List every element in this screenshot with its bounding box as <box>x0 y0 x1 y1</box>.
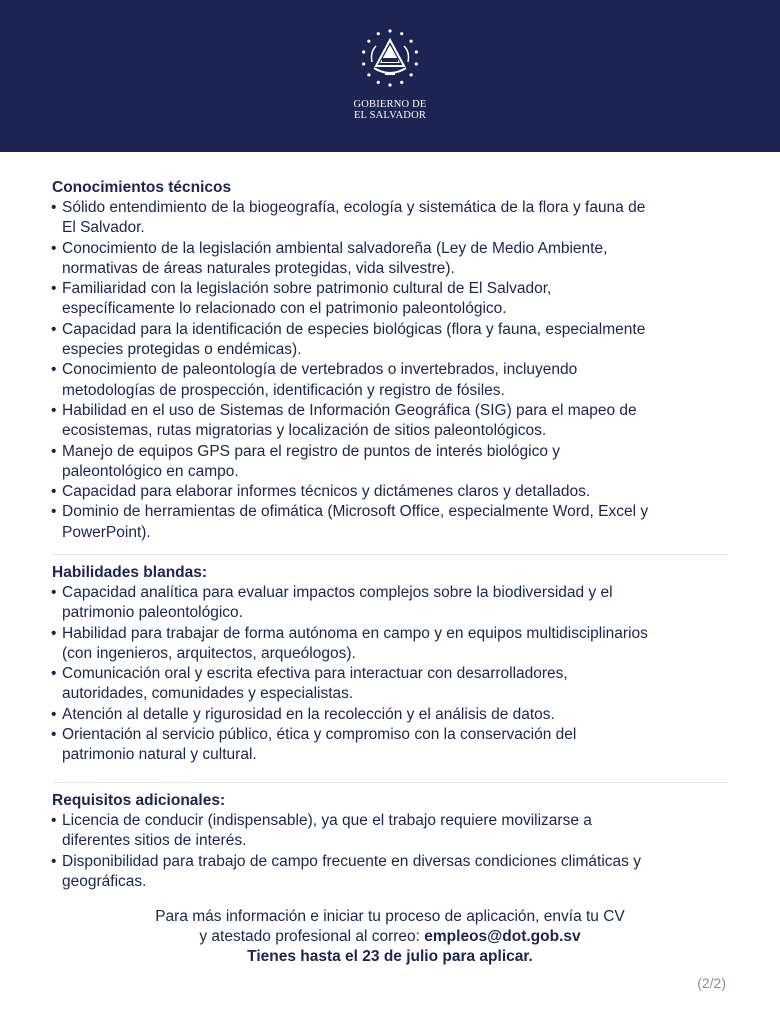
list-item <box>52 852 728 893</box>
deadline-text: Tienes hasta el 23 de julio para aplicar. <box>247 948 533 965</box>
list-item-line: Capacidad para la identificación de especies biológicas (flora y fauna, especialmente <box>62 320 646 338</box>
list-item-line: Habilidad para trabajar de forma autónoma en campo y en equipos multidisciplinarios <box>62 624 648 642</box>
list-item-line: Licencia de conducir (indispensable), ya que el trabajo requiere movilizarse a <box>62 812 592 829</box>
section-technical-knowledge <box>52 178 728 543</box>
section-title: Conocimientos técnicos <box>52 179 232 196</box>
list-item-line: autoridades, comunidades y especialistas. <box>62 685 354 703</box>
list-item-line: Atención al detalle y rigurosidad en la recolección y el análisis de datos. <box>62 705 555 723</box>
list-item-line: Conocimiento de paleontología de vertebrados o invertebrados, incluyendo <box>62 361 578 379</box>
list-item-line: Capacidad para elaborar informes técnicos y dictámenes claros y detallados. <box>62 483 591 501</box>
bullet-list <box>52 811 728 892</box>
list-item-line: específicamente lo relacionado con el patrimonio paleontológico. <box>62 300 507 318</box>
government-name-line1: GOBIERNO DE <box>353 99 427 110</box>
list-item <box>52 279 728 320</box>
government-name <box>290 99 490 121</box>
list-item <box>52 811 728 852</box>
contact-email-prefix: y atestado profesional al correo: <box>199 928 425 945</box>
list-item-line: Familiaridad con la legislación sobre patrimonio cultural de El Salvador, <box>62 280 552 298</box>
list-item-line: patrimonio paleontológico. <box>62 604 243 622</box>
bullet-list <box>52 583 728 766</box>
list-item-line: (con ingenieros, arquitectos, arqueólogos). <box>62 644 356 662</box>
list-item <box>52 705 728 725</box>
list-item-line: ecosistemas, rutas migratorias y localización de sitios paleontológicos. <box>62 422 547 440</box>
section-additional-requirements <box>52 791 728 892</box>
list-item-line: Manejo de equipos GPS para el registro de puntos de interés biológico y <box>62 442 561 460</box>
list-item <box>52 360 728 401</box>
list-item-line: metodologías de prospección, identificación y registro de fósiles. <box>62 381 505 399</box>
list-item <box>52 401 728 442</box>
contact-line: Para más información e iniciar tu proceso de aplicación, envía tu CV <box>155 908 625 925</box>
list-item-line: normativas de áreas naturales protegidas, vida silvestre). <box>62 259 455 277</box>
section-title: Requisitos adicionales: <box>52 792 226 809</box>
list-item <box>52 320 728 361</box>
section-divider <box>52 554 728 555</box>
header-banner <box>0 0 780 152</box>
list-item-line: patrimonio natural y cultural. <box>62 746 257 764</box>
section-soft-skills <box>52 563 728 766</box>
list-item-line: PowerPoint). <box>62 523 151 541</box>
section-title: Habilidades blandas: <box>52 564 208 581</box>
contact-info <box>40 907 740 967</box>
list-item-line: diferentes sitios de interés. <box>62 832 247 850</box>
list-item-line: paleontológico en campo. <box>62 462 239 480</box>
list-item-line: Habilidad en el uso de Sistemas de Información Geográfica (SIG) para el mapeo de <box>62 401 637 419</box>
list-item-line: Comunicación oral y escrita efectiva para interactuar con desarrolladores, <box>62 665 568 683</box>
list-item <box>52 482 728 502</box>
page-number: (2/2) <box>697 975 726 991</box>
contact-email-line <box>40 927 740 947</box>
list-item-line: geográficas. <box>62 872 147 890</box>
bullet-list <box>52 198 728 543</box>
list-item-line: Capacidad analítica para evaluar impactos complejos sobre la biodiversidad y el <box>62 584 613 601</box>
list-item <box>52 624 728 665</box>
list-item-line: Orientación al servicio público, ética y compromiso con la conservación del <box>62 726 577 744</box>
email-link[interactable]: empleos@dot.gob.sv <box>424 928 581 945</box>
list-item <box>52 198 728 239</box>
list-item <box>52 239 728 280</box>
list-item-line: Dominio de herramientas de ofimática (Microsoft Office, especialmente Word, Excel y <box>62 503 649 521</box>
government-name-line2: EL SALVADOR <box>353 110 427 121</box>
list-item-line: Disponibilidad para trabajo de campo frecuente en diversas condiciones climáticas y <box>62 852 641 870</box>
list-item <box>52 725 728 766</box>
list-item <box>52 502 728 543</box>
coat-of-arms-logo <box>360 28 420 92</box>
list-item-line: Sólido entendimiento de la biogeografía, ecología y sistemática de la flora y fauna de <box>62 199 646 216</box>
list-item-line: El Salvador. <box>62 219 145 237</box>
list-item-line: especies protegidas o endémicas). <box>62 341 302 359</box>
list-item <box>52 583 728 624</box>
section-divider <box>52 782 728 783</box>
list-item <box>52 442 728 483</box>
list-item-line: Conocimiento de la legislación ambiental salvadoreña (Ley de Medio Ambiente, <box>62 239 608 257</box>
list-item <box>52 664 728 705</box>
